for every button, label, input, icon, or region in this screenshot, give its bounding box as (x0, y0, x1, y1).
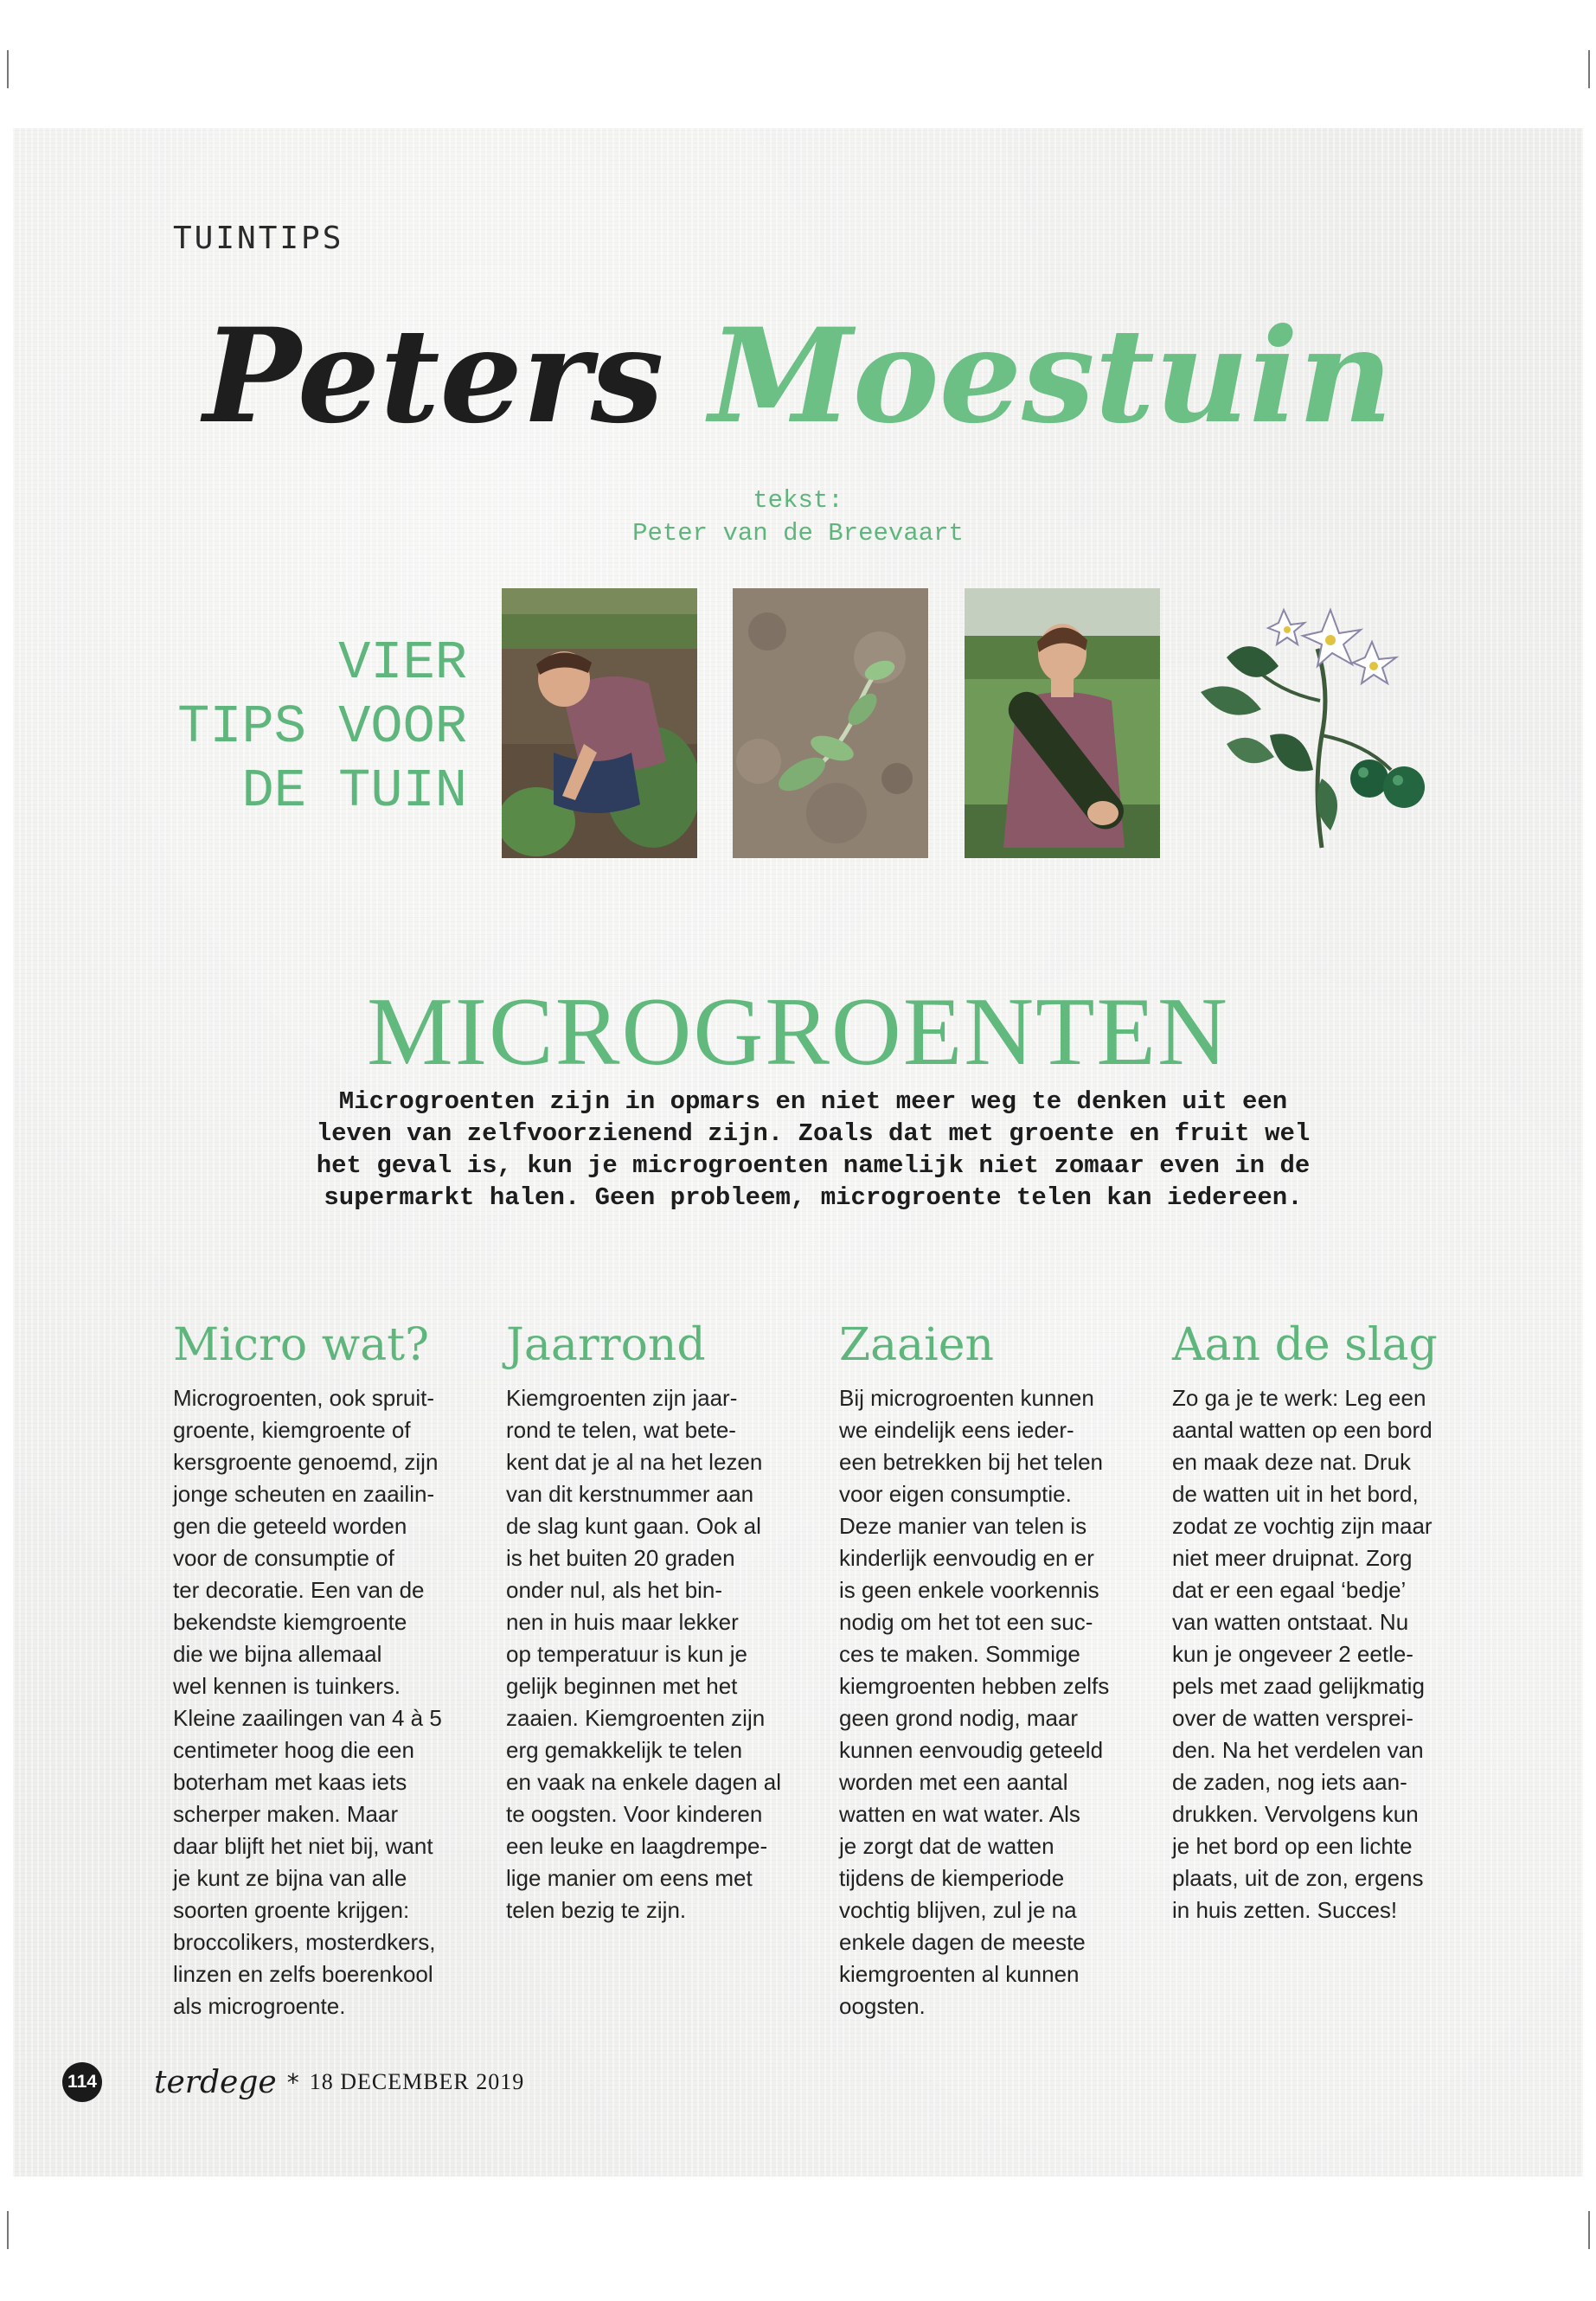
text-line: telen bezig te zijn. (506, 1897, 687, 1923)
intro-line: supermarkt halen. Geen probleem, microgroente telen kan iedereen. (324, 1183, 1303, 1212)
column-heading: Zaaien (839, 1319, 995, 1371)
column-heading: Micro wat? (173, 1319, 429, 1371)
text-line: groente, kiemgroente of (173, 1417, 411, 1443)
text-line: je zorgt dat de watten (839, 1833, 1054, 1859)
text-line: de slag kunt gaan. Ook al (506, 1513, 761, 1539)
magazine-logo: terdege (154, 2064, 277, 2100)
credit-label: tekst: (753, 486, 843, 515)
text-line: wel kennen is tuinkers. (173, 1673, 401, 1699)
intro-paragraph (294, 1086, 1332, 1214)
text-line: Deze manier van telen is (839, 1513, 1087, 1539)
text-line: op temperatuur is kun je (506, 1641, 747, 1667)
title-part-peters: Peters (203, 300, 664, 452)
crop-mark (1588, 50, 1590, 88)
text-line: onder nul, als het bin- (506, 1577, 723, 1603)
text-line: gen die geteeld worden (173, 1513, 407, 1539)
text-line: in huis zetten. Succes! (1172, 1897, 1398, 1923)
column-body (506, 1382, 804, 1926)
text-line: als microgroente. (173, 1993, 346, 2019)
text-line: jonge scheuten en zaailin- (173, 1481, 435, 1507)
text-line: zodat ze vochtig zijn maar (1172, 1513, 1433, 1539)
page-title (0, 298, 1596, 454)
text-line: daar blijft het niet bij, want (173, 1833, 433, 1859)
text-line: kent dat je al na het lezen (506, 1449, 763, 1475)
text-line: te oogsten. Voor kinderen (506, 1801, 763, 1827)
page-footer (62, 2061, 524, 2104)
intro-line: Microgroenten zijn in opmars en niet meer weg te denken uit een (338, 1087, 1288, 1116)
text-line: kiemgroenten al kunnen (839, 1961, 1080, 1987)
text-line: nen in huis maar lekker (506, 1609, 739, 1635)
text-line: we eindelijk eens ieder- (839, 1417, 1074, 1443)
section-label: TUINTIPS (173, 221, 344, 256)
text-line: plaats, uit de zon, ergens (1172, 1865, 1424, 1891)
text-line: kinderlijk eenvoudig en er (839, 1545, 1094, 1571)
intro-line: het geval is, kun je microgroenten namelijk niet zomaar even in de (316, 1151, 1311, 1180)
text-line: pels met zaad gelijkmatig (1172, 1673, 1425, 1699)
text-line: Bij microgroenten kunnen (839, 1385, 1094, 1411)
text-line: boterham met kaas iets (173, 1769, 407, 1795)
issue-date: 18 DECEMBER 2019 (309, 2069, 525, 2094)
text-line: broccolikers, mosterdkers, (173, 1929, 436, 1955)
text-line: erg gemakkelijk te telen (506, 1737, 743, 1763)
text-line: ces te maken. Sommige (839, 1641, 1080, 1667)
botanical-plant-illustration (1192, 597, 1452, 856)
credit-author: Peter van de Breevaart (632, 519, 964, 548)
text-line: voor eigen consumptie. (839, 1481, 1072, 1507)
text-line: een leuke en laagdrempe- (506, 1833, 768, 1859)
article-column-micro-wat (173, 1317, 471, 2022)
text-line: dat er een egaal ‘bedje’ (1172, 1577, 1407, 1603)
text-line: de zaden, nog iets aan- (1172, 1769, 1407, 1795)
column-body (839, 1382, 1138, 2022)
crop-mark (1588, 2211, 1590, 2249)
asterisk-separator: * (286, 2067, 299, 2097)
article-column-aan-de-slag (1172, 1317, 1471, 1926)
text-line: Kleine zaailingen van 4 à 5 (173, 1705, 442, 1731)
text-line: de watten uit in het bord, (1172, 1481, 1419, 1507)
text-line: kunnen eenvoudig geteeld (839, 1737, 1104, 1763)
text-line: Microgroenten, ook spruit- (173, 1385, 435, 1411)
column-heading: Aan de slag (1172, 1319, 1438, 1371)
text-line: worden met een aantal (839, 1769, 1068, 1795)
text-line: oogsten. (839, 1993, 926, 2019)
text-line: enkele dagen de meeste (839, 1929, 1086, 1955)
text-line: bekendste kiemgroente (173, 1609, 407, 1635)
text-line: gelijk beginnen met het (506, 1673, 738, 1699)
text-line: is het buiten 20 graden (506, 1545, 735, 1571)
tips-line: VIER (338, 632, 467, 694)
title-part-moestuin: Moestuin (708, 300, 1393, 452)
section-heading: MICROGROENTEN (367, 978, 1229, 1086)
text-line: en maak deze nat. Druk (1172, 1449, 1412, 1475)
text-line: is geen enkele voorkennis (839, 1577, 1099, 1603)
text-line: van watten ontstaat. Nu (1172, 1609, 1409, 1635)
text-line: die we bijna allemaal (173, 1641, 382, 1667)
text-line: zaaien. Kiemgroenten zijn (506, 1705, 766, 1731)
photo-seedling-soil (733, 588, 928, 858)
text-line: den. Na het verdelen van (1172, 1737, 1424, 1763)
column-heading: Jaarrond (506, 1319, 706, 1371)
text-line: en vaak na enkele dagen al (506, 1769, 782, 1795)
text-line: kersgroente genoemd, zijn (173, 1449, 439, 1475)
author-credit (0, 484, 1596, 550)
text-line: lige manier om eens met (506, 1865, 753, 1891)
crop-mark (7, 2211, 9, 2249)
text-line: drukken. Vervolgens kun (1172, 1801, 1419, 1827)
text-line: centimeter hoog die een (173, 1737, 414, 1763)
text-line: niet meer druipnat. Zorg (1172, 1545, 1413, 1571)
text-line: kiemgroenten hebben zelfs (839, 1673, 1110, 1699)
text-line: van dit kerstnummer aan (506, 1481, 754, 1507)
text-line: Kiemgroenten zijn jaar- (506, 1385, 738, 1411)
page-number-badge: 114 (62, 2062, 102, 2102)
text-line: nodig om het tot een suc- (839, 1609, 1093, 1635)
article-column-zaaien (839, 1317, 1138, 2022)
text-line: je kunt ze bijna van alle (173, 1865, 407, 1891)
text-line: rond te telen, wat bete- (506, 1417, 736, 1443)
column-body (173, 1382, 471, 2022)
text-line: een betrekken bij het telen (839, 1449, 1103, 1475)
text-line: soorten groente krijgen: (173, 1897, 410, 1923)
text-line: over de watten versprei- (1172, 1705, 1413, 1731)
text-line: ter decoratie. Een van de (173, 1577, 425, 1603)
text-line: tijdens de kiemperiode (839, 1865, 1065, 1891)
text-line: aantal watten op een bord (1172, 1417, 1433, 1443)
tips-block (156, 631, 467, 824)
text-line: vochtig blijven, zul je na (839, 1897, 1077, 1923)
text-line: kun je ongeveer 2 eetle- (1172, 1641, 1413, 1667)
photo-courgette-harvest (965, 588, 1160, 858)
column-body (1172, 1382, 1471, 1926)
article-column-jaarrond (506, 1317, 804, 1926)
text-line: geen grond nodig, maar (839, 1705, 1079, 1731)
intro-line: leven van zelfvoorzienend zijn. Zoals dat met groente en fruit wel (316, 1119, 1311, 1148)
text-line: Zo ga je te werk: Leg een (1172, 1385, 1426, 1411)
text-line: scherper maken. Maar (173, 1801, 399, 1827)
text-line: voor de consumptie of (173, 1545, 394, 1571)
tips-line: DE TUIN (241, 760, 467, 822)
text-line: linzen en zelfs boerenkool (173, 1961, 433, 1987)
crop-mark (7, 50, 9, 88)
text-line: watten en wat water. Als (839, 1801, 1080, 1827)
photo-gardener-kneeling (502, 588, 697, 858)
tips-line: TIPS VOOR (177, 696, 467, 758)
text-line: je het bord op een lichte (1172, 1833, 1413, 1859)
